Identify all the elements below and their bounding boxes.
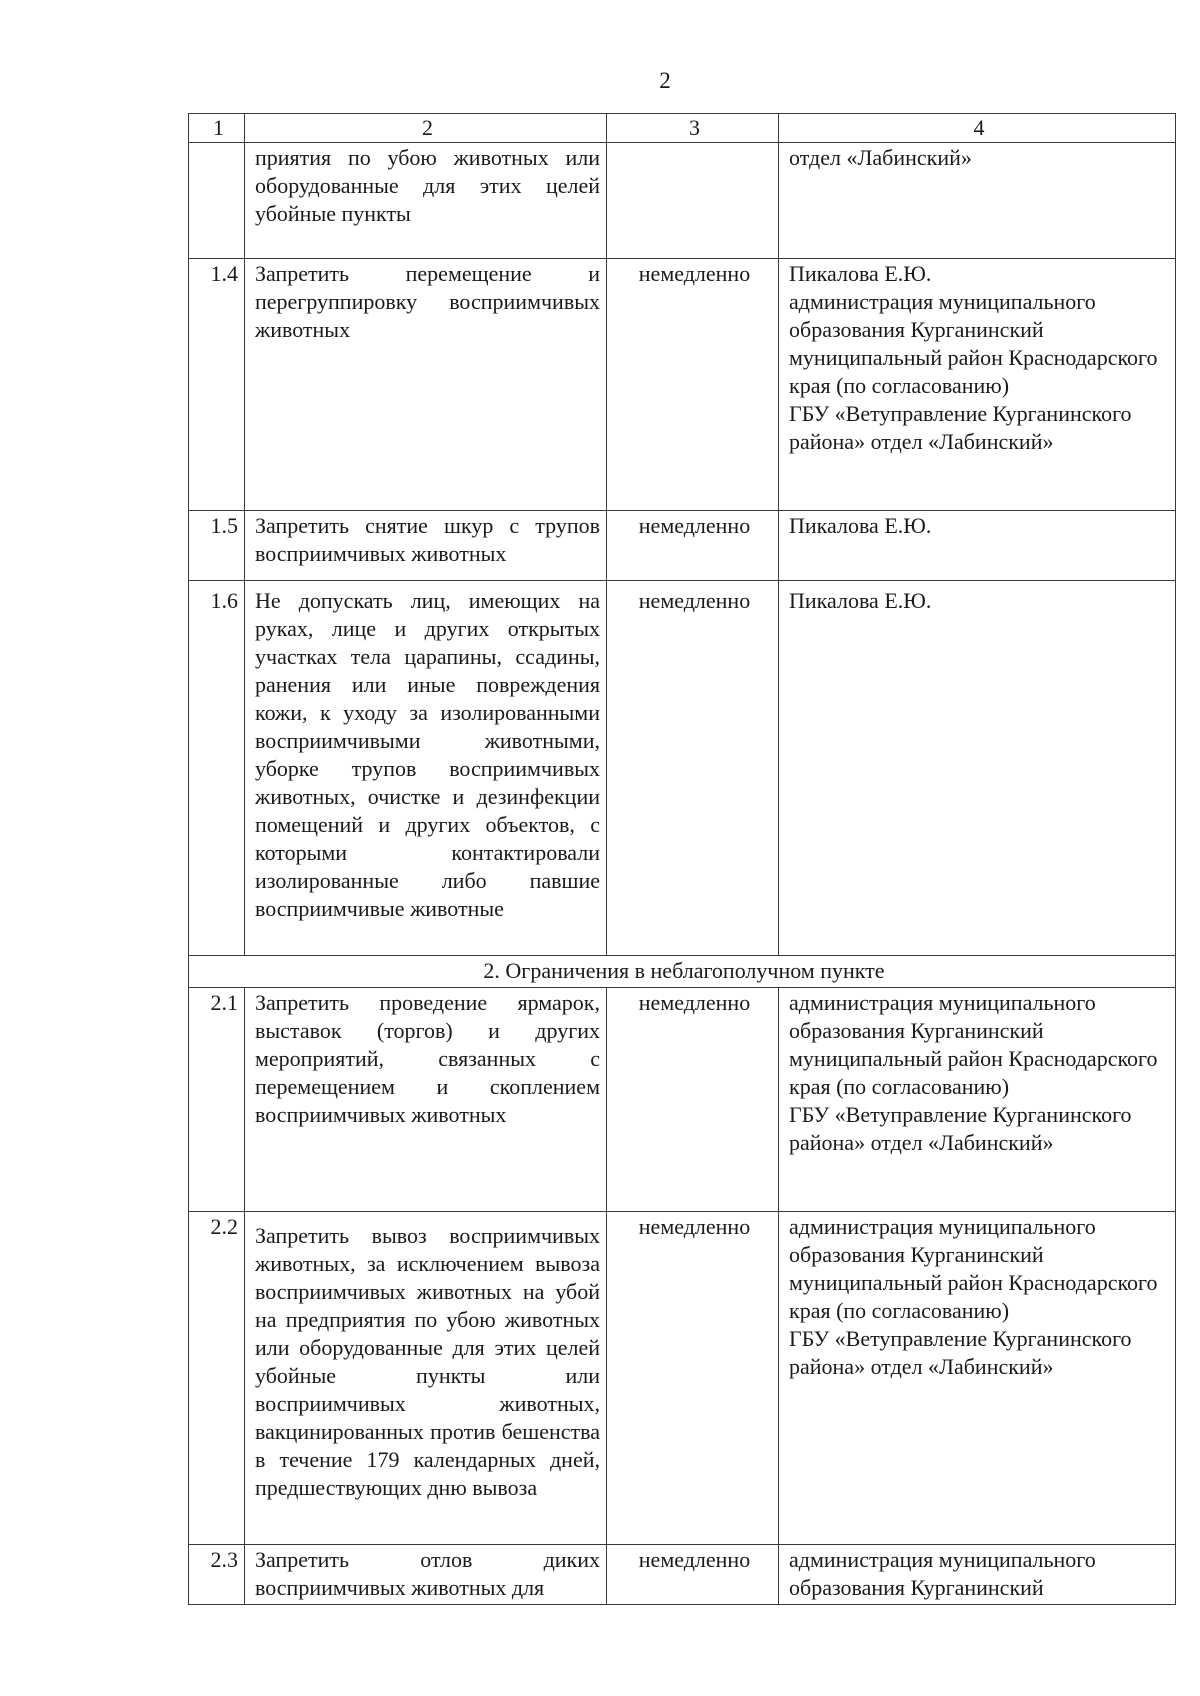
- table-row: [189, 1545, 1176, 1605]
- responsible-line: ГБУ «Ветуправление Курганинского района» отдел «Лабинский»: [789, 1326, 1132, 1379]
- column-number-2: 2: [245, 114, 607, 143]
- column-number-4: 4: [779, 114, 1176, 143]
- row-action: Запретить отлов диких восприимчивых животных для: [245, 1545, 607, 1605]
- row-responsible: [779, 581, 1176, 956]
- responsible-line: Пикалова Е.Ю.: [789, 513, 932, 538]
- row-deadline: немедленно: [607, 988, 779, 1212]
- responsible-line: администрация муниципального образования Курганинский: [789, 1547, 1096, 1600]
- table-row: [189, 511, 1176, 581]
- row-responsible: [779, 511, 1176, 581]
- responsible-line: администрация муниципального образования Курганинский муниципальный район Краснодарского края (по согласованию): [789, 1214, 1158, 1323]
- measures-table: [188, 113, 1176, 1605]
- row-deadline: немедленно: [607, 1545, 779, 1605]
- row-deadline: немедленно: [607, 259, 779, 511]
- section-title-row: [189, 956, 1176, 988]
- responsible-line: Пикалова Е.Ю.: [789, 261, 932, 286]
- row-deadline: [607, 143, 779, 259]
- row-responsible: [779, 143, 1176, 259]
- row-number: 1.5: [189, 511, 245, 581]
- row-number: [189, 143, 245, 259]
- row-action: Запретить вывоз восприимчивых животных, за исключением вывоза восприимчивых животных на убой на предприятия по убою животных или оборудованные для этих целей убойные пункты или восприимчивых животных, вакцинированных против бешенства в течение 179 календарных дней, предшествующих дню вывоза: [245, 1212, 607, 1545]
- row-action: Не допускать лиц, имеющих на руках, лице и других открытых участках тела царапины, ссадины, ранения или иные повреждения кожи, к уходу за изолированными восприимчивыми животными, уборке трупов восприимчивых животных, очистке и дезинфекции помещений и других объектов, с которыми контактировали изолированные либо павшие восприимчивые животные: [245, 581, 607, 956]
- row-responsible: [779, 259, 1176, 511]
- column-number-1: 1: [189, 114, 245, 143]
- page-number: 2: [659, 68, 671, 93]
- row-number: 1.6: [189, 581, 245, 956]
- responsible-line: администрация муниципального образования Курганинский муниципальный район Краснодарского края (по согласованию): [789, 990, 1158, 1099]
- section-title: 2. Ограничения в неблагополучном пункте: [189, 956, 1176, 988]
- row-deadline: немедленно: [607, 511, 779, 581]
- table-header-row: [189, 114, 1176, 143]
- row-deadline: немедленно: [607, 1212, 779, 1545]
- row-responsible: [779, 1545, 1176, 1605]
- responsible-line: ГБУ «Ветуправление Курганинского района» отдел «Лабинский»: [789, 1102, 1132, 1155]
- row-number: 2.1: [189, 988, 245, 1212]
- row-responsible: [779, 1212, 1176, 1545]
- responsible-line: Пикалова Е.Ю.: [789, 588, 932, 613]
- column-number-3: 3: [607, 114, 779, 143]
- table-row: [189, 259, 1176, 511]
- table-row: [189, 988, 1176, 1212]
- row-number: 1.4: [189, 259, 245, 511]
- responsible-line: отдел «Лабинский»: [789, 145, 972, 170]
- row-action: Запретить перемещение и перегруппировку восприимчивых животных: [245, 259, 607, 511]
- row-deadline: немедленно: [607, 581, 779, 956]
- row-action: Запретить проведение ярмарок, выставок (торгов) и других мероприятий, связанных с перемещением и скоплением восприимчивых животных: [245, 988, 607, 1212]
- row-action: приятия по убою животных или оборудованные для этих целей убойные пункты: [245, 143, 607, 259]
- table-row: [189, 1212, 1176, 1545]
- responsible-line: администрация муниципального образования Курганинский муниципальный район Краснодарского края (по согласованию): [789, 289, 1158, 398]
- row-responsible: [779, 988, 1176, 1212]
- table-row: [189, 143, 1176, 259]
- table-row: [189, 581, 1176, 956]
- responsible-line: ГБУ «Ветуправление Курганинского района» отдел «Лабинский»: [789, 401, 1132, 454]
- row-number: 2.2: [189, 1212, 245, 1545]
- row-number: 2.3: [189, 1545, 245, 1605]
- row-action: Запретить снятие шкур с трупов восприимчивых животных: [245, 511, 607, 581]
